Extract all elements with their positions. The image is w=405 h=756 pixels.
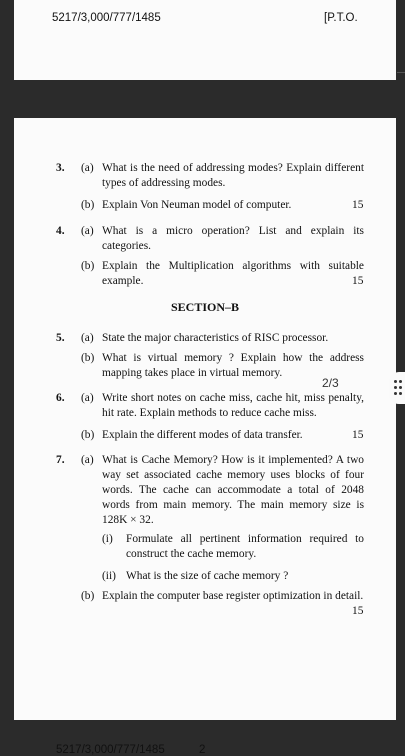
question-number: 3.	[56, 162, 65, 174]
question-text: Write short notes on cache miss, cache hit, miss penalty, hit rate. Explain methods to reduce cache miss.	[102, 392, 364, 419]
part-label: (b)	[81, 199, 95, 211]
question-number: 4.	[56, 225, 65, 237]
marks: 15	[352, 275, 364, 287]
header-pto: [P.T.O.	[324, 12, 358, 24]
part-label: (a)	[81, 162, 94, 174]
previous-page	[14, 0, 396, 80]
header-paper-code: 5217/3,000/777/1485	[52, 12, 161, 24]
question-text: Explain the different modes of data transfer.	[102, 429, 303, 441]
footer-paper-code: 5217/3,000/777/1485	[56, 744, 165, 756]
part-label: (a)	[81, 392, 94, 404]
question-text: Explain the computer base register optimization in detail.	[102, 590, 364, 602]
question-text: What is virtual memory ? Explain how the address mapping takes place in virtual memory.	[102, 352, 364, 379]
section-heading: SECTION–B	[170, 300, 240, 314]
subpart-text: What is the size of cache memory ?	[126, 570, 289, 582]
part-label: (a)	[81, 454, 94, 466]
part-label: (a)	[81, 225, 94, 237]
marks: 15	[352, 199, 364, 211]
question-text: What is the need of addressing modes? Explain different types of addressing modes.	[102, 162, 364, 189]
question-number: 6.	[56, 392, 65, 404]
drag-dots-icon[interactable]	[389, 372, 405, 404]
question-number: 5.	[56, 332, 65, 344]
subpart-label: (ii)	[102, 570, 116, 582]
part-label: (b)	[81, 260, 95, 272]
question-text: Explain Von Neuman model of computer.	[102, 199, 292, 211]
marks: 15	[352, 605, 364, 617]
question-text: What is a micro operation? List and explain its categories.	[102, 225, 364, 252]
marks: 15	[352, 429, 364, 441]
question-number: 7.	[56, 454, 65, 466]
question-text: What is Cache Memory? How is it implemented? A two way set associated cache memory uses blocks of four words. The cache can accommodate a total of 2048 words from main memory. The main memory size is 128K × 32.	[102, 454, 364, 526]
footer-page-number: 2	[199, 744, 206, 756]
part-label: (a)	[81, 332, 94, 344]
page-edge-mark	[397, 72, 405, 73]
part-label: (b)	[81, 352, 95, 364]
subpart-label: (i)	[102, 533, 113, 545]
current-page	[14, 118, 396, 756]
subpart-text: Formulate all pertinent information required to construct the cache memory.	[126, 533, 364, 560]
question-text: State the major characteristics of RISC processor.	[102, 332, 329, 344]
question-text: Explain the Multiplication algorithms with suitable example.	[102, 260, 364, 287]
part-label: (b)	[81, 590, 95, 602]
part-label: (b)	[81, 429, 95, 441]
page-indicator: 2/3	[322, 376, 339, 390]
